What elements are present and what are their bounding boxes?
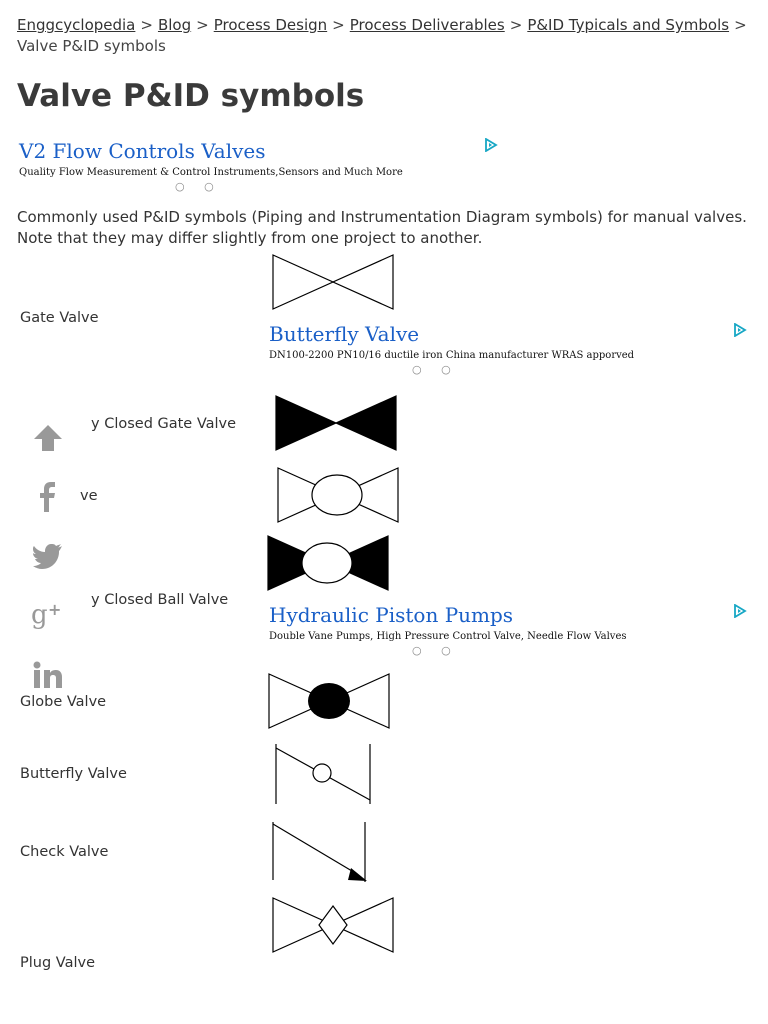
label-check-valve: Check Valve [20,844,109,860]
ad-title[interactable]: Hydraulic Piston Pumps [269,603,514,627]
plug-valve-symbol [272,897,396,955]
butterfly-valve-symbol [274,742,374,806]
page-title: Valve P&ID symbols [17,78,365,114]
ad-choices-icon[interactable] [733,322,747,341]
ball-valve-symbol [277,467,401,524]
google-plus-icon [31,599,65,631]
intro-paragraph: Commonly used P&ID symbols (Piping and Instrumentation Diagram symbols) for manual valves. Note that they may differ slightly from one project to another. [17,208,747,247]
linkedin-icon [33,661,63,689]
label-normally-closed-ball-valve: y Closed Ball Valve [91,592,229,608]
ad-carousel-dots[interactable]: ○ ○ [412,644,459,657]
svg-text:g: g [31,600,48,630]
facebook-icon [39,482,57,512]
label-globe-valve: Globe Valve [20,694,107,710]
ad-carousel-dots[interactable]: ○ ○ [412,363,459,376]
globe-valve-symbol [268,673,392,730]
ad-block[interactable] [269,603,739,657]
breadcrumb-separator: > [332,16,345,34]
label-butterfly-valve: Butterfly Valve [20,766,127,782]
breadcrumb-link-blog[interactable]: Blog [157,16,192,34]
ad-block[interactable] [269,322,739,376]
scroll-to-top-button[interactable] [28,418,68,458]
label-gate-valve: Gate Valve [20,310,99,326]
breadcrumb-separator: > [509,16,523,34]
normally-closed-gate-valve-symbol [275,395,399,452]
breadcrumb-link-enggcyclopedia[interactable]: Enggcyclopedia [17,16,136,34]
breadcrumb-current: Valve P&ID symbols [17,37,166,55]
breadcrumb-link-process-design[interactable]: Process Design [213,16,328,34]
twitter-share-button[interactable] [28,536,68,576]
breadcrumb-link-process-deliverables[interactable]: Process Deliverables [349,16,505,34]
ad-block[interactable] [19,139,499,193]
breadcrumb-separator: > [734,16,747,34]
ad-description: DN100-2200 PN10/16 ductile iron China manufacturer WRAS apporved [269,350,635,361]
google-plus-share-button[interactable] [28,595,68,635]
label-plug-valve: Plug Valve [20,955,95,971]
ad-title[interactable]: V2 Flow Controls Valves [19,139,266,163]
breadcrumb [17,15,757,57]
normally-closed-ball-valve-symbol [267,535,391,592]
ad-choices-icon[interactable] [733,603,747,622]
svg-text:+: + [48,600,62,619]
check-valve-symbol [271,820,371,884]
gate-valve-symbol [272,254,396,310]
ad-title[interactable]: Butterfly Valve [269,322,420,346]
breadcrumb-link-pid-typicals[interactable]: P&ID Typicals and Symbols [527,16,730,34]
linkedin-share-button[interactable] [28,655,68,695]
ad-description: Quality Flow Measurement & Control Instruments,Sensors and Much More [19,167,403,178]
ad-choices-icon[interactable] [484,138,498,156]
label-normally-closed-gate-valve: y Closed Gate Valve [91,416,237,432]
facebook-share-button[interactable] [28,477,68,517]
breadcrumb-separator: > [196,16,209,34]
twitter-icon [33,543,63,569]
arrow-up-icon [33,424,63,452]
breadcrumb-separator: > [140,16,153,34]
ad-carousel-dots[interactable]: ○ ○ [175,180,222,193]
ad-description: Double Vane Pumps, High Pressure Control Valve, Needle Flow Valves [269,631,627,642]
label-ball-valve: ve [80,488,98,504]
